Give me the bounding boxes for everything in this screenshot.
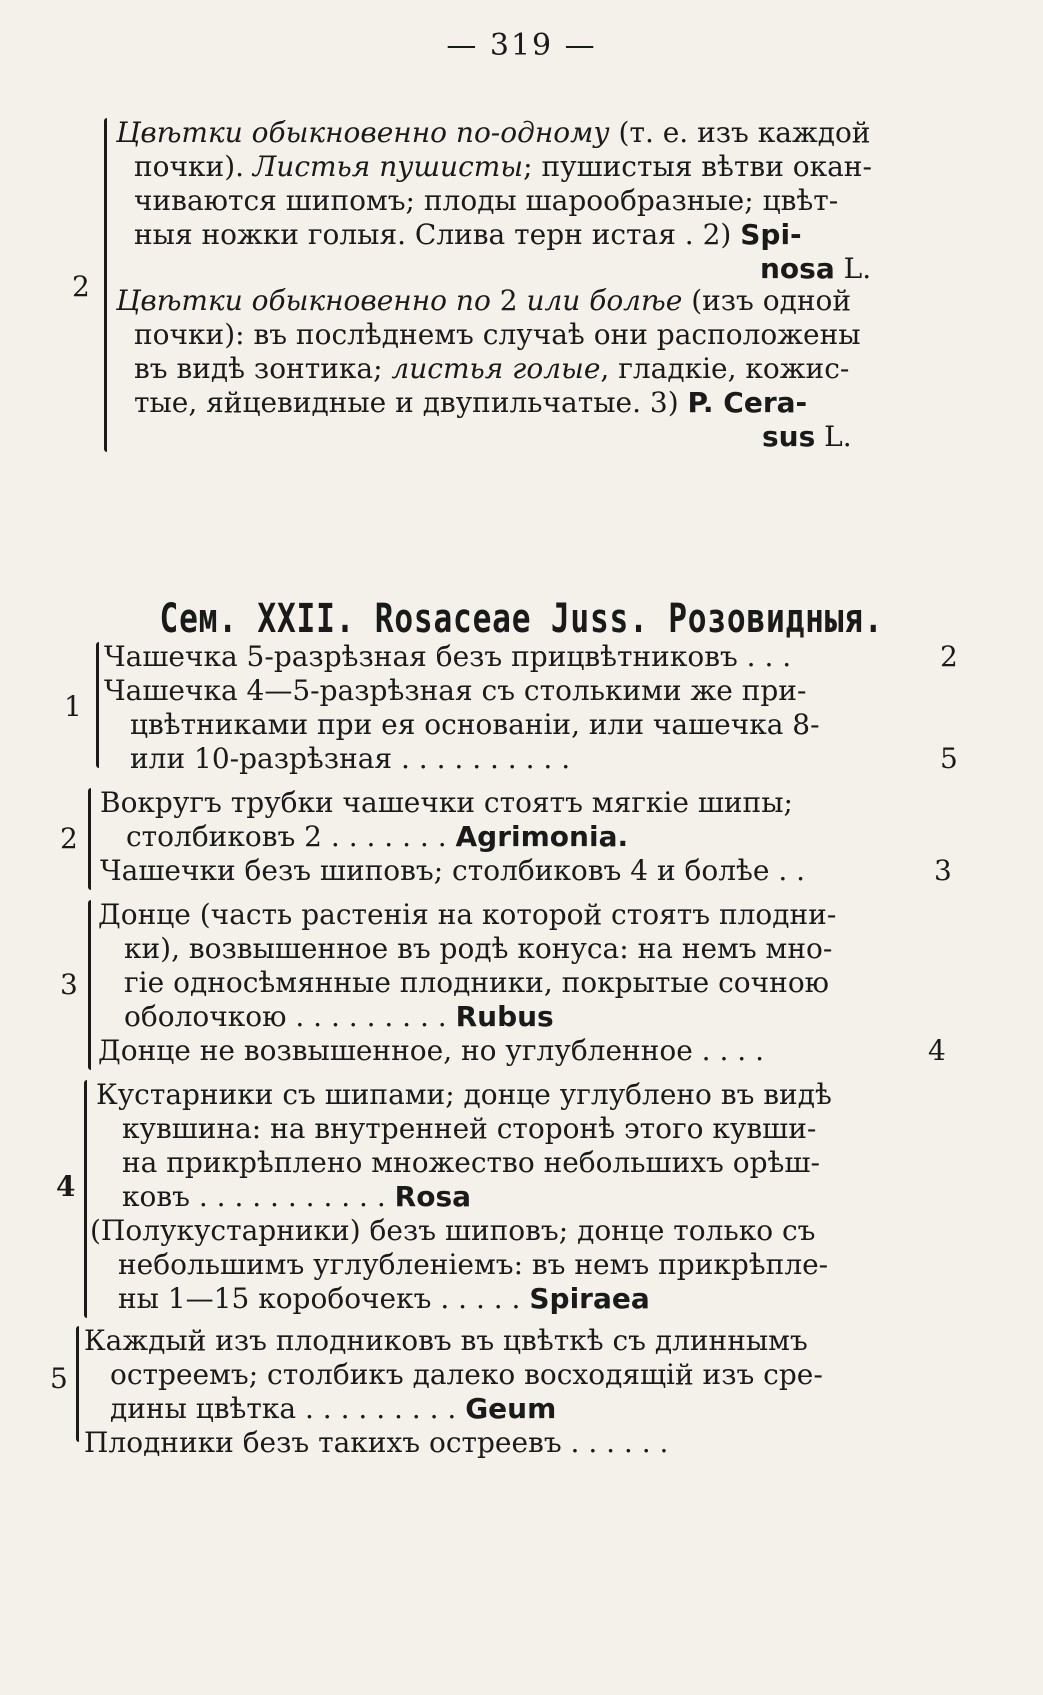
key-text: оболочкою . . . . . . . . .: [124, 1000, 456, 1033]
couplet-brace: [88, 788, 91, 890]
key-line: [116, 116, 870, 150]
key-text: ; пушистыя вѣтви окан-: [523, 150, 872, 183]
key-text: цвѣтниками при ея основаніи, или чашечка 8-: [130, 708, 820, 741]
key-line: [762, 420, 852, 454]
key-text: (изъ одной: [682, 284, 852, 317]
key-text: ныя ножки голыя. Слива терн истая . 2): [134, 218, 741, 251]
key-text: Чашечка 5-разрѣзная безъ прицвѣтниковъ . . .: [104, 640, 792, 673]
key-line: [122, 1146, 820, 1180]
key-text-italic: Листья пушисты: [252, 150, 524, 183]
key-text: 2: [490, 284, 527, 317]
key-text: почки).: [134, 150, 253, 183]
key-line: [760, 252, 871, 286]
key-text: почки): въ послѣднемъ случаѣ они расположены: [134, 318, 861, 351]
key-text: Каждый изъ плодниковъ въ цвѣткѣ съ длиннымъ: [84, 1324, 808, 1357]
page-number: — 319 —: [446, 28, 597, 63]
key-line: [110, 1358, 823, 1392]
key-line: [126, 820, 628, 854]
key-line: [130, 708, 820, 742]
key-text-italic: или болѣе: [526, 284, 683, 317]
couplet-number: 1: [64, 690, 82, 723]
key-line: [134, 184, 838, 218]
genus-name: Geum: [465, 1392, 557, 1425]
couplet-number: 2: [72, 270, 90, 303]
key-text: Донце (часть растенія на которой стоятъ плодни-: [98, 898, 837, 931]
couplet-number: 3: [60, 968, 78, 1001]
couplet-brace: [76, 1326, 79, 1442]
species-name: Spi-: [740, 218, 802, 251]
key-text: ки), возвышенное въ родѣ конуса: на немъ мно-: [124, 932, 833, 965]
key-text: остреемъ; столбикъ далеко восходящій изъ сре-: [110, 1358, 823, 1391]
species-name: nosa: [760, 252, 835, 285]
couplet-brace: [88, 900, 91, 1070]
key-line: [134, 318, 861, 352]
species-name: P. Cera-: [687, 386, 808, 419]
key-line: [100, 786, 793, 820]
family-heading: Сем. XXII. Rosaceae Juss. Розовидныя.: [159, 596, 884, 642]
key-text: или 10-разрѣзная . . . . . . . . . .: [130, 742, 571, 775]
genus-name: Spiraea: [529, 1282, 650, 1315]
key-line: [124, 932, 832, 966]
key-text: , гладкіе, кожис-: [600, 352, 850, 385]
key-line: [90, 1214, 815, 1248]
couplet-number: 5: [50, 1362, 68, 1395]
key-text: ковъ . . . . . . . . . . .: [122, 1180, 395, 1213]
key-text: кувшина: на внутренней сторонѣ этого кувши-: [122, 1112, 817, 1145]
key-text: въ видѣ зонтика;: [134, 352, 392, 385]
key-line: [98, 1034, 764, 1068]
key-line: [134, 150, 872, 184]
key-line: [134, 218, 802, 252]
key-line: [104, 640, 791, 674]
key-line: [104, 674, 806, 708]
key-line: [116, 284, 851, 318]
key-line: [96, 1078, 832, 1112]
key-text: на прикрѣплено множество небольшихъ орѣш-: [122, 1146, 820, 1179]
key-text: L.: [834, 252, 872, 285]
couplet-ref: 2: [940, 640, 958, 673]
key-line: [84, 1324, 808, 1358]
genus-name: Rosa: [394, 1180, 472, 1213]
key-text: ны 1—15 коробочекъ . . . . .: [118, 1282, 530, 1315]
key-text: Плодники безъ такихъ остреевъ . . . . . .: [84, 1426, 669, 1459]
key-line: [134, 386, 807, 420]
key-text: столбиковъ 2 . . . . . . .: [126, 820, 456, 853]
couplet-brace: [84, 1080, 87, 1318]
couplet-ref: 3: [934, 854, 952, 887]
key-text: небольшимъ углубленіемъ: въ немъ прикрѣпле-: [118, 1248, 829, 1281]
key-line: [118, 1248, 828, 1282]
couplet-number: 2: [60, 822, 78, 855]
couplet-ref: 4: [928, 1034, 946, 1067]
key-line: [98, 898, 836, 932]
key-text: Чашечка 4—5-разрѣзная съ столькими же при-: [104, 674, 807, 707]
couplet-ref: 5: [940, 742, 958, 775]
key-line: [130, 742, 570, 776]
key-text: (Полукустарники) безъ шиповъ; донце только съ: [90, 1214, 816, 1247]
key-line: [122, 1180, 471, 1214]
key-text: гіе односѣмянные плодники, покрытые сочною: [124, 966, 830, 999]
key-text: Чашечки безъ шиповъ; столбиковъ 4 и болѣе . .: [100, 854, 806, 887]
key-text-italic: Цвѣтки обыкновенно по-одному: [116, 116, 610, 149]
key-text: L.: [815, 420, 852, 453]
key-line: [134, 352, 849, 386]
key-text: чиваются шипомъ; плоды шарообразные; цвѣт-: [134, 184, 839, 217]
species-name: sus: [762, 420, 816, 453]
key-text-italic: листья голые: [391, 352, 601, 385]
key-text: дины цвѣтка . . . . . . . . .: [110, 1392, 466, 1425]
key-text: Вокругъ трубки чашечки стоятъ мягкіе шипы;: [100, 786, 793, 819]
couplet-brace: [104, 118, 107, 452]
key-line: [122, 1112, 816, 1146]
key-line: [100, 854, 805, 888]
key-text: Донце не возвышенное, но углубленное . . . .: [98, 1034, 764, 1067]
key-line: [84, 1426, 668, 1460]
key-line: [124, 966, 829, 1000]
key-text: Кустарники съ шипами; донце углублено въ видѣ: [96, 1078, 832, 1111]
genus-name: Agrimonia.: [455, 820, 629, 853]
key-line: [110, 1392, 556, 1426]
genus-name: Rubus: [455, 1000, 554, 1033]
couplet-number: 4: [56, 1170, 76, 1203]
key-text-italic: Цвѣтки обыкновенно по: [116, 284, 491, 317]
key-text: тые, яйцевидные и двупильчатые. 3): [134, 386, 688, 419]
key-line: [118, 1282, 650, 1316]
couplet-brace: [96, 642, 99, 768]
key-line: [124, 1000, 554, 1034]
key-text: (т. е. изъ каждой: [609, 116, 871, 149]
